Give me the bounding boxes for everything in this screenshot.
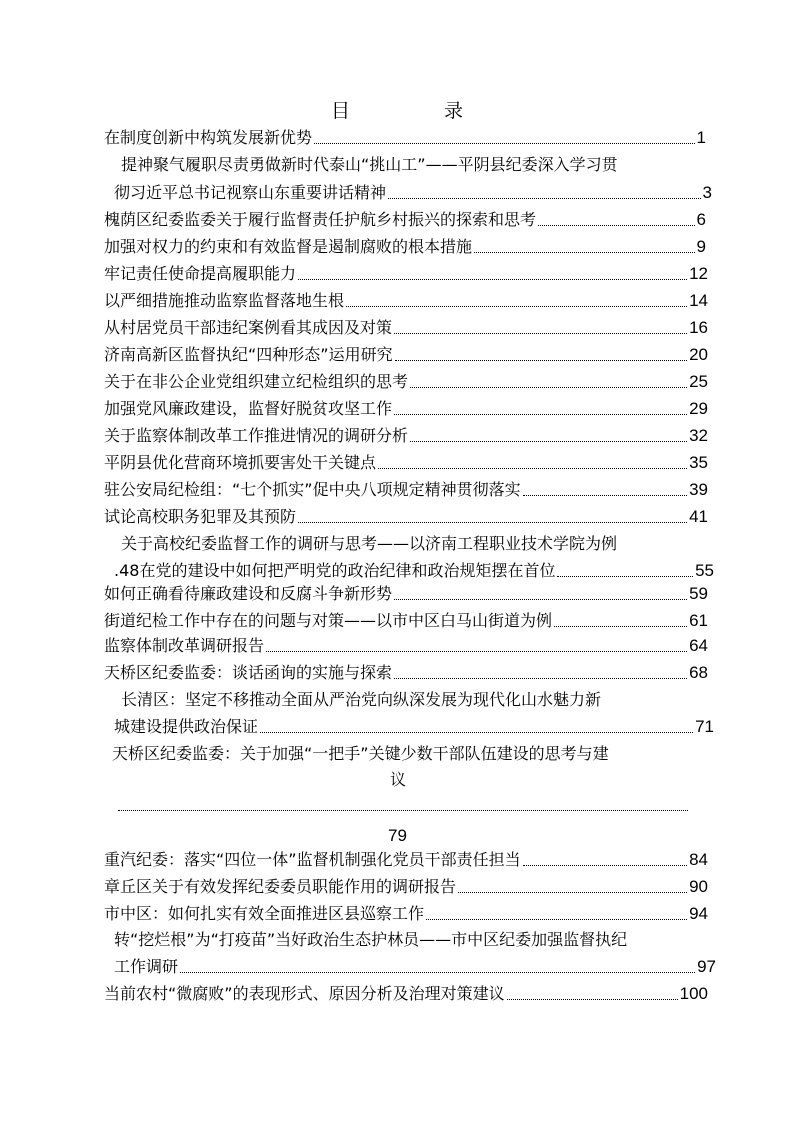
toc-entry-title-line2: 工作调研 — [114, 957, 179, 976]
toc-entry[interactable] — [104, 372, 708, 392]
toc-entry-title: 试论高校职务犯罪及其预防 — [104, 507, 297, 526]
leader-dots — [394, 599, 687, 600]
leader-dots — [474, 252, 695, 253]
toc-page-number: 6 — [696, 210, 706, 229]
toc-entry[interactable] — [104, 850, 708, 870]
toc-entry-title: 加强党风廉政建设，监督好脱贫攻坚工作 — [104, 399, 393, 418]
leader-dots — [388, 198, 701, 199]
toc-entry-title-line1[interactable]: 提神聚气履职尽责勇做新时代泰山“挑山工”——平阴县纪委深入学习贯 — [121, 155, 618, 174]
toc-entry-title: 从村居党员干部违纪案例看其成因及对策 — [104, 318, 393, 337]
toc-entry-title: 当前农村“微腐败”的表现形式、原因分析及治理对策建议 — [104, 984, 505, 1003]
toc-entry-title-line1[interactable]: 关于高校纪委监督工作的调研与思考——以济南工程职业技术学院为例 — [121, 534, 618, 553]
toc-page-number: 59 — [689, 584, 708, 603]
leader-dots — [394, 414, 687, 415]
leader-dots — [410, 387, 687, 388]
toc-entry-title: 以严细措施推动监察监督落地生根 — [104, 291, 345, 310]
toc-entry-title: 关于监察体制改革工作推进情况的调研分析 — [104, 426, 409, 445]
toc-page-number: 97 — [697, 957, 716, 976]
toc-page-number: 9 — [696, 237, 706, 256]
leader-dots — [523, 865, 687, 866]
toc-page-number: 39 — [689, 480, 708, 499]
toc-entry[interactable] — [114, 183, 712, 203]
toc-entry[interactable] — [104, 877, 708, 897]
leader-dots — [394, 678, 687, 679]
toc-entry[interactable] — [104, 663, 708, 683]
toc-page-number: 61 — [689, 611, 708, 630]
leader-dots — [298, 522, 687, 523]
toc-entry[interactable] — [104, 318, 708, 338]
leader-dots — [298, 279, 687, 280]
leader-dots — [410, 441, 687, 442]
toc-title: 目 录 — [330, 100, 508, 122]
toc-entry[interactable] — [104, 128, 706, 148]
toc-entry-title: 监察体制改革调研报告 — [104, 636, 265, 655]
toc-entry-title-line1[interactable]: 转“挖烂根”为“打疫苗”当好政治生态护林员——市中区纪委加强监督执纪 — [114, 930, 628, 949]
toc-entry-title-line2: 城建设提供政治保证 — [114, 717, 259, 736]
toc-entry-title: 重汽纪委：落实“四位一体”监督机制强化党员干部责任担当 — [104, 850, 521, 869]
leader-dots — [118, 810, 688, 811]
toc-page-number: 64 — [689, 636, 708, 655]
toc-entry[interactable] — [104, 291, 708, 311]
toc-entry[interactable] — [114, 717, 714, 737]
leader-dots — [395, 360, 687, 361]
toc-page-number: 100 — [679, 984, 708, 1003]
toc-entry-title-line2: 议 — [390, 770, 407, 789]
toc-entry-title: 济南高新区监督执纪“四种形态”运用研究 — [104, 345, 393, 364]
toc-entry[interactable] — [104, 636, 708, 656]
toc-entry-title-line1[interactable]: 天桥区纪委监委：关于加强“一把手”关键少数干部队伍建设的思考与建 — [112, 744, 609, 763]
toc-page-number: 84 — [689, 850, 708, 869]
leader-dots — [458, 892, 687, 893]
toc-entry[interactable] — [104, 345, 708, 365]
toc-page-number: 12 — [689, 264, 708, 283]
leader-dots — [507, 999, 678, 1000]
leader-dots — [346, 306, 687, 307]
leader-dots — [554, 626, 687, 627]
toc-page-number: 90 — [689, 877, 708, 896]
toc-entry[interactable] — [104, 237, 706, 257]
toc-entry-title: 槐荫区纪委监委关于履行监督责任护航乡村振兴的探索和思考 — [104, 210, 537, 229]
toc-entry-title: 牢记责任使命提高履职能力 — [104, 264, 297, 283]
toc-entry-title: 章丘区关于有效发挥纪委委员职能作用的调研报告 — [104, 877, 457, 896]
toc-entry-title: 在制度创新中构筑发展新优势 — [104, 128, 313, 147]
toc-page-number: 94 — [689, 904, 708, 923]
leader-dots — [266, 651, 687, 652]
toc-entry[interactable] — [104, 480, 708, 500]
leader-dots — [394, 333, 687, 334]
toc-entry-title: 如何正确看待廉政建设和反腐斗争新形势 — [104, 584, 393, 603]
toc-page-number: 25 — [689, 372, 708, 391]
toc-entry-title: 平阴县优化营商环境抓要害处干关键点 — [104, 453, 377, 472]
toc-entry[interactable] — [104, 453, 708, 473]
toc-entry[interactable] — [104, 507, 708, 527]
toc-entry-title: 市中区：如何扎实有效全面推进区县巡察工作 — [104, 904, 425, 923]
toc-entry[interactable] — [104, 264, 708, 284]
toc-entry-title-line1[interactable]: 长清区：坚定不移推动全面从严治党向纵深发展为现代化山水魅力新 — [121, 690, 602, 709]
toc-entry-title-line2: 彻习近平总书记视察山东重要讲话精神 — [114, 183, 387, 202]
toc-page-number: 3 — [702, 183, 712, 202]
toc-entry[interactable] — [104, 904, 708, 924]
toc-page-number: 1 — [696, 128, 706, 147]
leader-dots — [180, 972, 695, 973]
toc-entry-title: 天桥区纪委监委：谈话函询的实施与探索 — [104, 663, 393, 682]
toc-page-number: 41 — [689, 507, 708, 526]
toc-page-number: 20 — [689, 345, 708, 364]
toc-entry-title: 街道纪检工作中存在的问题与对策——以市中区白马山街道为例 — [104, 611, 553, 630]
toc-page-number: 55 — [695, 561, 714, 580]
toc-entry[interactable] — [104, 399, 708, 419]
toc-entry-title-line2: .48在党的建设中如何把严明党的政治纪律和政治规矩摆在首位 — [114, 561, 556, 580]
toc-page-number: 35 — [689, 453, 708, 472]
toc-page-number: 32 — [689, 426, 708, 445]
leader-dots — [378, 468, 687, 469]
toc-entry-title: 关于在非公企业党组织建立纪检组织的思考 — [104, 372, 409, 391]
toc-entry[interactable] — [114, 957, 716, 977]
toc-entry[interactable] — [104, 584, 708, 604]
leader-dots — [523, 495, 687, 496]
leader-dots — [426, 919, 687, 920]
toc-page-number: 68 — [689, 663, 708, 682]
leader-dots — [538, 225, 695, 226]
toc-entry-title: 驻公安局纪检组：“七个抓实”促中央八项规定精神贯彻落实 — [104, 480, 521, 499]
leader-dots — [314, 143, 695, 144]
toc-page-number: 79 — [388, 826, 407, 845]
toc-page-number: 16 — [689, 318, 708, 337]
toc-entry[interactable] — [104, 984, 708, 1004]
leader-dots — [557, 576, 693, 577]
toc-entry[interactable] — [104, 611, 708, 631]
toc-entry[interactable] — [104, 426, 708, 446]
toc-entry[interactable] — [104, 210, 706, 230]
toc-entry[interactable] — [114, 561, 714, 581]
toc-entry-title: 加强对权力的约束和有效监督是遏制腐败的根本措施 — [104, 237, 473, 256]
leader-dots — [260, 732, 693, 733]
toc-page-number: 71 — [695, 717, 714, 736]
toc-page-number: 14 — [689, 291, 708, 310]
toc-page-number: 29 — [689, 399, 708, 418]
